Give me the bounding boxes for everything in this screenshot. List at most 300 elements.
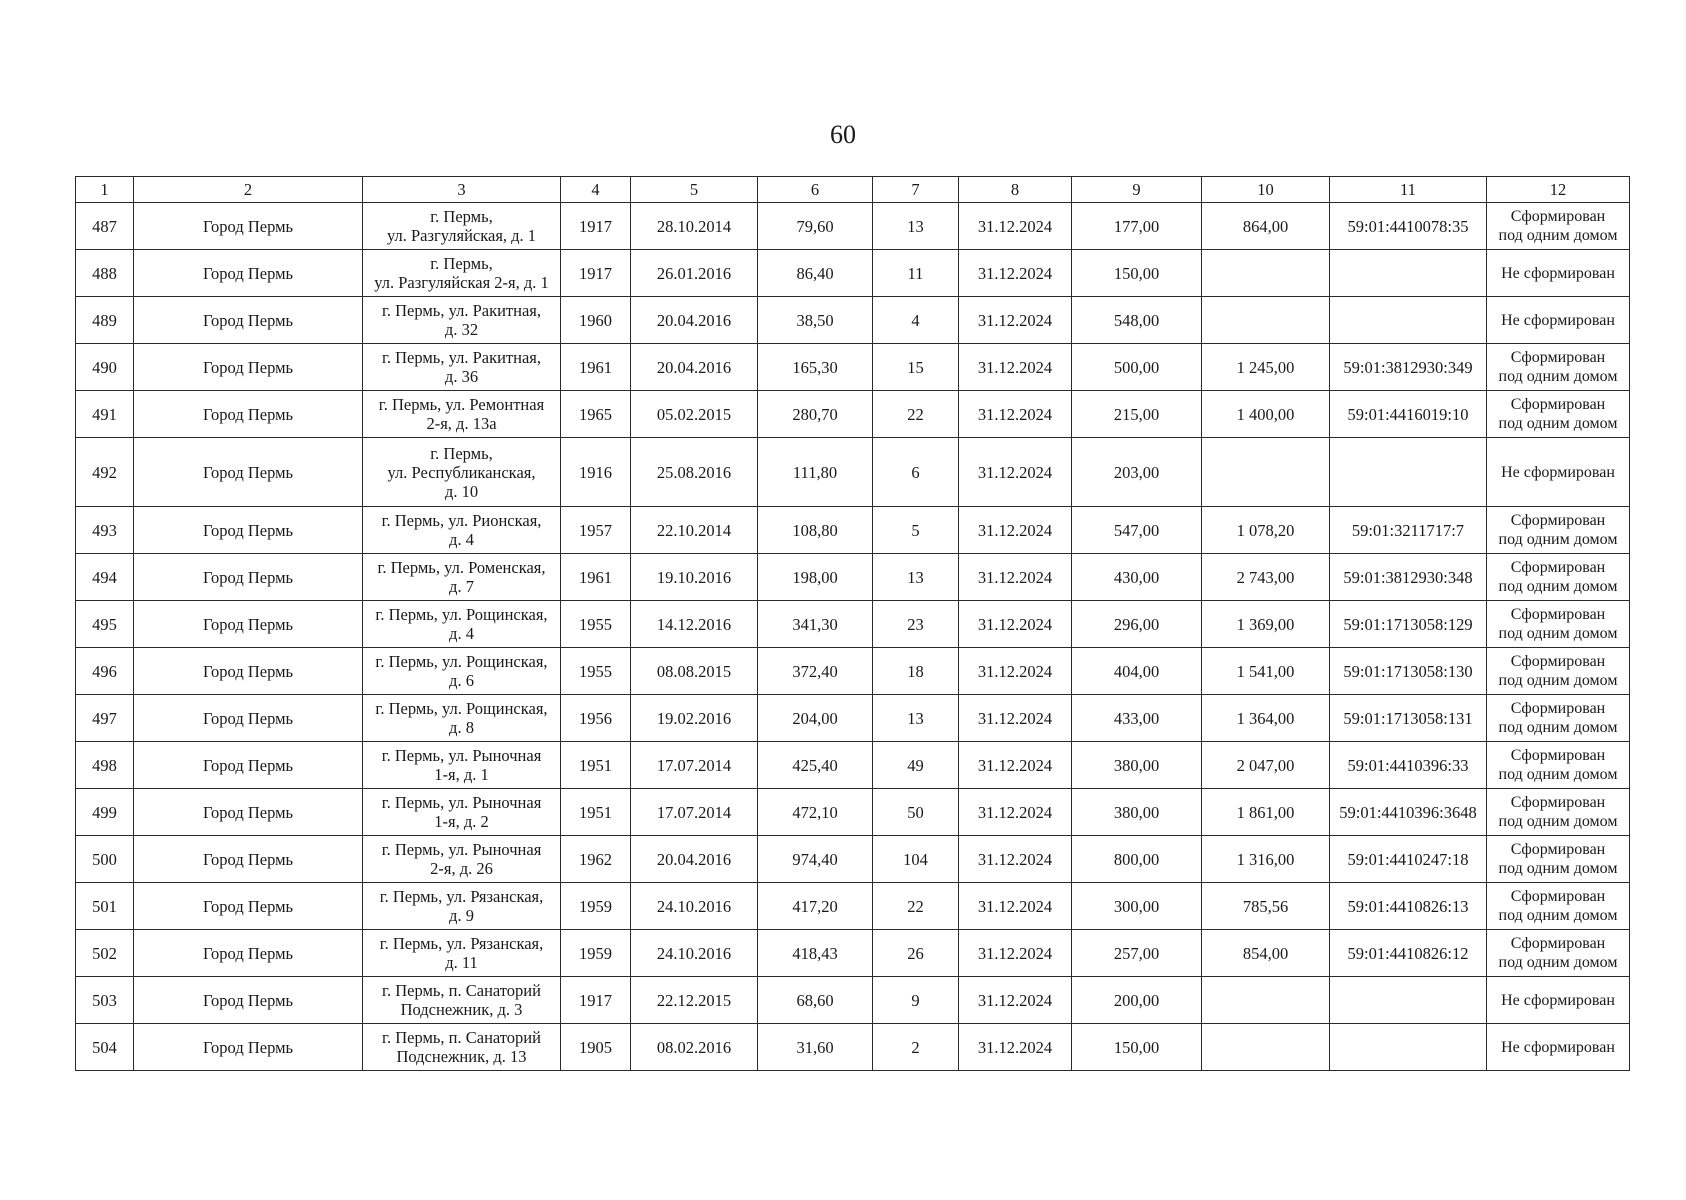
status-line: Не сформирован bbox=[1501, 311, 1615, 329]
deadline-cell: 31.12.2024 bbox=[959, 203, 1072, 250]
area-cell: 341,30 bbox=[758, 601, 873, 648]
column-header: 3 bbox=[363, 177, 561, 203]
address-cell bbox=[363, 883, 561, 930]
year-built-cell: 1955 bbox=[561, 601, 631, 648]
area-cell: 165,30 bbox=[758, 344, 873, 391]
cost-cell: 433,00 bbox=[1072, 695, 1202, 742]
date-cell: 08.02.2016 bbox=[631, 1024, 758, 1071]
area-cell: 204,00 bbox=[758, 695, 873, 742]
year-built-cell: 1962 bbox=[561, 836, 631, 883]
land-area-cell: 1 364,00 bbox=[1202, 695, 1330, 742]
year-built-cell: 1905 bbox=[561, 1024, 631, 1071]
status-line: Не сформирован bbox=[1501, 463, 1615, 481]
land-status-cell bbox=[1487, 836, 1630, 883]
address-line: 1-я, д. 1 bbox=[434, 765, 489, 784]
deadline-cell: 31.12.2024 bbox=[959, 344, 1072, 391]
deadline-cell: 31.12.2024 bbox=[959, 391, 1072, 438]
deadline-cell: 31.12.2024 bbox=[959, 836, 1072, 883]
year-built-cell: 1916 bbox=[561, 438, 631, 507]
address-line: д. 4 bbox=[449, 624, 474, 643]
address-cell bbox=[363, 742, 561, 789]
status-line: Не сформирован bbox=[1501, 991, 1615, 1009]
deadline-cell: 31.12.2024 bbox=[959, 695, 1072, 742]
deadline-cell: 31.12.2024 bbox=[959, 507, 1072, 554]
address-cell bbox=[363, 203, 561, 250]
address-line: г. Пермь, ул. Рионская, bbox=[381, 511, 542, 530]
cost-cell: 548,00 bbox=[1072, 297, 1202, 344]
table-row bbox=[76, 648, 1630, 695]
status-line: Сформирован bbox=[1510, 794, 1606, 811]
table-row bbox=[76, 1024, 1630, 1071]
header-row bbox=[76, 177, 1630, 203]
land-area-cell: 1 400,00 bbox=[1202, 391, 1330, 438]
row-number-cell: 498 bbox=[76, 742, 134, 789]
date-cell: 20.04.2016 bbox=[631, 297, 758, 344]
date-cell: 24.10.2016 bbox=[631, 883, 758, 930]
deadline-cell: 31.12.2024 bbox=[959, 930, 1072, 977]
land-area-cell bbox=[1202, 297, 1330, 344]
address-cell bbox=[363, 391, 561, 438]
address-cell bbox=[363, 250, 561, 297]
address-line: г. Пермь, ул. Рыночная bbox=[381, 840, 542, 859]
residents-cell: 50 bbox=[873, 789, 959, 836]
row-number-cell: 488 bbox=[76, 250, 134, 297]
status-line: Сформирован bbox=[1510, 700, 1606, 717]
area-cell: 108,80 bbox=[758, 507, 873, 554]
municipality-cell: Город Пермь bbox=[134, 554, 363, 601]
address-line: г. Пермь, ул. Рощинская, bbox=[375, 605, 548, 624]
area-cell: 111,80 bbox=[758, 438, 873, 507]
address-cell bbox=[363, 977, 561, 1024]
row-number-cell: 503 bbox=[76, 977, 134, 1024]
status-line: Сформирован bbox=[1510, 888, 1606, 905]
table-row bbox=[76, 742, 1630, 789]
status-line: под одним домом bbox=[1498, 672, 1618, 689]
date-cell: 24.10.2016 bbox=[631, 930, 758, 977]
address-cell bbox=[363, 297, 561, 344]
year-built-cell: 1951 bbox=[561, 742, 631, 789]
table-row bbox=[76, 836, 1630, 883]
cadastral-number-cell bbox=[1330, 250, 1487, 297]
land-status-cell bbox=[1487, 695, 1630, 742]
cost-cell: 296,00 bbox=[1072, 601, 1202, 648]
land-status-cell bbox=[1487, 789, 1630, 836]
status-line: Сформирован bbox=[1510, 653, 1606, 670]
date-cell: 20.04.2016 bbox=[631, 836, 758, 883]
row-number-cell: 504 bbox=[76, 1024, 134, 1071]
date-cell: 19.10.2016 bbox=[631, 554, 758, 601]
area-cell: 79,60 bbox=[758, 203, 873, 250]
land-area-cell bbox=[1202, 977, 1330, 1024]
status-line: Сформирован bbox=[1510, 841, 1606, 858]
cadastral-number-cell bbox=[1330, 977, 1487, 1024]
residents-cell: 5 bbox=[873, 507, 959, 554]
address-line: г. Пермь, ул. Рощинская, bbox=[375, 652, 548, 671]
status-line: под одним домом bbox=[1498, 813, 1618, 830]
cost-cell: 380,00 bbox=[1072, 742, 1202, 789]
table-row bbox=[76, 297, 1630, 344]
deadline-cell: 31.12.2024 bbox=[959, 438, 1072, 507]
address-line: г. Пермь, ул. Рязанская, bbox=[379, 887, 544, 906]
address-cell bbox=[363, 1024, 561, 1071]
status-line: под одним домом bbox=[1498, 766, 1618, 783]
residents-cell: 4 bbox=[873, 297, 959, 344]
deadline-cell: 31.12.2024 bbox=[959, 789, 1072, 836]
municipality-cell: Город Пермь bbox=[134, 203, 363, 250]
address-line: г. Пермь, ул. Рыночная bbox=[381, 793, 542, 812]
address-line: Подснежник, д. 13 bbox=[396, 1047, 527, 1066]
address-cell bbox=[363, 789, 561, 836]
year-built-cell: 1959 bbox=[561, 930, 631, 977]
status-line: Не сформирован bbox=[1501, 1038, 1615, 1056]
address-line: ул. Разгуляйская, д. 1 bbox=[386, 226, 537, 245]
residents-cell: 49 bbox=[873, 742, 959, 789]
land-area-cell: 1 541,00 bbox=[1202, 648, 1330, 695]
row-number-cell: 487 bbox=[76, 203, 134, 250]
cadastral-number-cell: 59:01:1713058:129 bbox=[1330, 601, 1487, 648]
column-header: 9 bbox=[1072, 177, 1202, 203]
column-header: 11 bbox=[1330, 177, 1487, 203]
residents-cell: 15 bbox=[873, 344, 959, 391]
page-number: 60 bbox=[830, 120, 856, 149]
address-line: г. Пермь, п. Санаторий bbox=[382, 981, 541, 1000]
housing-registry-table bbox=[75, 176, 1630, 1071]
status-line: под одним домом bbox=[1498, 227, 1618, 244]
address-line: ул. Разгуляйская 2-я, д. 1 bbox=[374, 273, 549, 292]
date-cell: 19.02.2016 bbox=[631, 695, 758, 742]
address-cell bbox=[363, 507, 561, 554]
municipality-cell: Город Пермь bbox=[134, 1024, 363, 1071]
row-number-cell: 490 bbox=[76, 344, 134, 391]
address-line: д. 8 bbox=[449, 718, 474, 737]
status-line: под одним домом bbox=[1498, 578, 1618, 595]
date-cell: 26.01.2016 bbox=[631, 250, 758, 297]
cost-cell: 150,00 bbox=[1072, 250, 1202, 297]
cost-cell: 257,00 bbox=[1072, 930, 1202, 977]
area-cell: 38,50 bbox=[758, 297, 873, 344]
status-line: Не сформирован bbox=[1501, 264, 1615, 282]
row-number-cell: 497 bbox=[76, 695, 134, 742]
cost-cell: 150,00 bbox=[1072, 1024, 1202, 1071]
residents-cell: 2 bbox=[873, 1024, 959, 1071]
municipality-cell: Город Пермь bbox=[134, 648, 363, 695]
land-area-cell bbox=[1202, 438, 1330, 507]
status-line: Сформирован bbox=[1510, 559, 1606, 576]
land-area-cell: 1 861,00 bbox=[1202, 789, 1330, 836]
address-line: д. 4 bbox=[449, 530, 474, 549]
column-header: 8 bbox=[959, 177, 1072, 203]
municipality-cell: Город Пермь bbox=[134, 977, 363, 1024]
address-line: ул. Республиканская, bbox=[387, 462, 536, 482]
status-line: Сформирован bbox=[1510, 606, 1606, 623]
cost-cell: 203,00 bbox=[1072, 438, 1202, 507]
address-line: д. 7 bbox=[449, 577, 474, 596]
land-area-cell: 1 369,00 bbox=[1202, 601, 1330, 648]
address-line: г. Пермь, ул. Рыночная bbox=[381, 746, 542, 765]
year-built-cell: 1951 bbox=[561, 789, 631, 836]
address-cell bbox=[363, 601, 561, 648]
residents-cell: 18 bbox=[873, 648, 959, 695]
area-cell: 68,60 bbox=[758, 977, 873, 1024]
land-status-cell bbox=[1487, 554, 1630, 601]
column-header: 2 bbox=[134, 177, 363, 203]
cadastral-number-cell: 59:01:4410396:33 bbox=[1330, 742, 1487, 789]
address-cell bbox=[363, 344, 561, 391]
year-built-cell: 1917 bbox=[561, 250, 631, 297]
cadastral-number-cell bbox=[1330, 297, 1487, 344]
status-line: Сформирован bbox=[1510, 208, 1606, 225]
row-number-cell: 502 bbox=[76, 930, 134, 977]
cadastral-number-cell: 59:01:4410078:35 bbox=[1330, 203, 1487, 250]
address-line: г. Пермь, bbox=[430, 443, 493, 463]
cost-cell: 200,00 bbox=[1072, 977, 1202, 1024]
date-cell: 08.08.2015 bbox=[631, 648, 758, 695]
status-line: под одним домом bbox=[1498, 415, 1618, 432]
cadastral-number-cell: 59:01:3812930:348 bbox=[1330, 554, 1487, 601]
date-cell: 14.12.2016 bbox=[631, 601, 758, 648]
year-built-cell: 1917 bbox=[561, 977, 631, 1024]
column-header: 5 bbox=[631, 177, 758, 203]
table-row bbox=[76, 930, 1630, 977]
table-row bbox=[76, 695, 1630, 742]
address-line: д. 9 bbox=[449, 906, 474, 925]
table-row bbox=[76, 250, 1630, 297]
municipality-cell: Город Пермь bbox=[134, 742, 363, 789]
cadastral-number-cell: 59:01:3812930:349 bbox=[1330, 344, 1487, 391]
address-cell bbox=[363, 930, 561, 977]
area-cell: 86,40 bbox=[758, 250, 873, 297]
cadastral-number-cell bbox=[1330, 1024, 1487, 1071]
column-header: 1 bbox=[76, 177, 134, 203]
cost-cell: 177,00 bbox=[1072, 203, 1202, 250]
status-line: Сформирован bbox=[1510, 512, 1606, 529]
address-line: д. 11 bbox=[445, 953, 478, 972]
cost-cell: 547,00 bbox=[1072, 507, 1202, 554]
land-status-cell bbox=[1487, 742, 1630, 789]
land-status-cell bbox=[1487, 391, 1630, 438]
residents-cell: 9 bbox=[873, 977, 959, 1024]
address-line: 2-я, д. 26 bbox=[430, 859, 493, 878]
table-row bbox=[76, 438, 1630, 507]
year-built-cell: 1961 bbox=[561, 344, 631, 391]
deadline-cell: 31.12.2024 bbox=[959, 250, 1072, 297]
status-line: под одним домом bbox=[1498, 625, 1618, 642]
date-cell: 28.10.2014 bbox=[631, 203, 758, 250]
address-line: г. Пермь, ул. Рощинская, bbox=[375, 699, 548, 718]
land-status-cell bbox=[1487, 203, 1630, 250]
address-line: г. Пермь, ул. Ракитная, bbox=[381, 348, 542, 367]
address-line: г. Пермь, bbox=[430, 207, 493, 226]
status-line: под одним домом bbox=[1498, 954, 1618, 971]
year-built-cell: 1917 bbox=[561, 203, 631, 250]
deadline-cell: 31.12.2024 bbox=[959, 1024, 1072, 1071]
municipality-cell: Город Пермь bbox=[134, 438, 363, 507]
residents-cell: 6 bbox=[873, 438, 959, 507]
date-cell: 20.04.2016 bbox=[631, 344, 758, 391]
cadastral-number-cell: 59:01:4410247:18 bbox=[1330, 836, 1487, 883]
row-number-cell: 495 bbox=[76, 601, 134, 648]
area-cell: 417,20 bbox=[758, 883, 873, 930]
land-status-cell bbox=[1487, 438, 1630, 507]
cost-cell: 380,00 bbox=[1072, 789, 1202, 836]
residents-cell: 13 bbox=[873, 695, 959, 742]
land-status-cell bbox=[1487, 930, 1630, 977]
address-line: д. 36 bbox=[444, 367, 479, 386]
row-number-cell: 493 bbox=[76, 507, 134, 554]
area-cell: 418,43 bbox=[758, 930, 873, 977]
municipality-cell: Город Пермь bbox=[134, 930, 363, 977]
land-status-cell bbox=[1487, 297, 1630, 344]
row-number-cell: 496 bbox=[76, 648, 134, 695]
cost-cell: 500,00 bbox=[1072, 344, 1202, 391]
status-line: под одним домом bbox=[1498, 907, 1618, 924]
cadastral-number-cell: 59:01:1713058:130 bbox=[1330, 648, 1487, 695]
date-cell: 25.08.2016 bbox=[631, 438, 758, 507]
cost-cell: 215,00 bbox=[1072, 391, 1202, 438]
year-built-cell: 1959 bbox=[561, 883, 631, 930]
land-area-cell bbox=[1202, 250, 1330, 297]
residents-cell: 11 bbox=[873, 250, 959, 297]
year-built-cell: 1956 bbox=[561, 695, 631, 742]
address-line: г. Пермь, п. Санаторий bbox=[382, 1028, 541, 1047]
table-row bbox=[76, 344, 1630, 391]
address-cell bbox=[363, 695, 561, 742]
address-line: г. Пермь, bbox=[430, 254, 493, 273]
table-row bbox=[76, 789, 1630, 836]
table-row bbox=[76, 391, 1630, 438]
status-line: Сформирован bbox=[1510, 349, 1606, 366]
land-area-cell: 864,00 bbox=[1202, 203, 1330, 250]
address-line: г. Пермь, ул. Ракитная, bbox=[381, 301, 542, 320]
deadline-cell: 31.12.2024 bbox=[959, 601, 1072, 648]
column-header: 4 bbox=[561, 177, 631, 203]
table-row bbox=[76, 203, 1630, 250]
cost-cell: 404,00 bbox=[1072, 648, 1202, 695]
land-status-cell bbox=[1487, 648, 1630, 695]
area-cell: 198,00 bbox=[758, 554, 873, 601]
deadline-cell: 31.12.2024 bbox=[959, 883, 1072, 930]
land-area-cell: 854,00 bbox=[1202, 930, 1330, 977]
municipality-cell: Город Пермь bbox=[134, 507, 363, 554]
row-number-cell: 491 bbox=[76, 391, 134, 438]
land-status-cell bbox=[1487, 250, 1630, 297]
land-area-cell: 1 245,00 bbox=[1202, 344, 1330, 391]
land-area-cell bbox=[1202, 1024, 1330, 1071]
address-line: г. Пермь, ул. Рязанская, bbox=[379, 934, 544, 953]
municipality-cell: Город Пермь bbox=[134, 391, 363, 438]
status-line: Сформирован bbox=[1510, 935, 1606, 952]
table-row bbox=[76, 883, 1630, 930]
row-number-cell: 500 bbox=[76, 836, 134, 883]
status-line: Сформирован bbox=[1510, 747, 1606, 764]
column-header: 6 bbox=[758, 177, 873, 203]
land-status-cell bbox=[1487, 601, 1630, 648]
land-status-cell bbox=[1487, 344, 1630, 391]
date-cell: 17.07.2014 bbox=[631, 742, 758, 789]
municipality-cell: Город Пермь bbox=[134, 344, 363, 391]
column-header: 10 bbox=[1202, 177, 1330, 203]
address-line: г. Пермь, ул. Ремонтная bbox=[378, 395, 545, 414]
area-cell: 280,70 bbox=[758, 391, 873, 438]
year-built-cell: 1961 bbox=[561, 554, 631, 601]
cadastral-number-cell: 59:01:4410396:3648 bbox=[1330, 789, 1487, 836]
year-built-cell: 1965 bbox=[561, 391, 631, 438]
cadastral-number-cell: 59:01:1713058:131 bbox=[1330, 695, 1487, 742]
deadline-cell: 31.12.2024 bbox=[959, 742, 1072, 789]
municipality-cell: Город Пермь bbox=[134, 601, 363, 648]
cost-cell: 430,00 bbox=[1072, 554, 1202, 601]
cadastral-number-cell: 59:01:4416019:10 bbox=[1330, 391, 1487, 438]
cost-cell: 800,00 bbox=[1072, 836, 1202, 883]
status-line: под одним домом bbox=[1498, 368, 1618, 385]
table-body bbox=[76, 203, 1630, 1071]
status-line: Сформирован bbox=[1510, 396, 1606, 413]
deadline-cell: 31.12.2024 bbox=[959, 977, 1072, 1024]
date-cell: 05.02.2015 bbox=[631, 391, 758, 438]
row-number-cell: 501 bbox=[76, 883, 134, 930]
table-row bbox=[76, 977, 1630, 1024]
land-status-cell bbox=[1487, 507, 1630, 554]
row-number-cell: 494 bbox=[76, 554, 134, 601]
deadline-cell: 31.12.2024 bbox=[959, 648, 1072, 695]
table-row bbox=[76, 554, 1630, 601]
land-area-cell: 1 316,00 bbox=[1202, 836, 1330, 883]
residents-cell: 104 bbox=[873, 836, 959, 883]
cadastral-number-cell: 59:01:4410826:12 bbox=[1330, 930, 1487, 977]
date-cell: 22.12.2015 bbox=[631, 977, 758, 1024]
residents-cell: 22 bbox=[873, 883, 959, 930]
status-line: под одним домом bbox=[1498, 860, 1618, 877]
address-cell bbox=[363, 648, 561, 695]
land-area-cell: 2 743,00 bbox=[1202, 554, 1330, 601]
cost-cell: 300,00 bbox=[1072, 883, 1202, 930]
municipality-cell: Город Пермь bbox=[134, 789, 363, 836]
date-cell: 17.07.2014 bbox=[631, 789, 758, 836]
column-header: 7 bbox=[873, 177, 959, 203]
year-built-cell: 1960 bbox=[561, 297, 631, 344]
address-line: 2-я, д. 13а bbox=[426, 414, 497, 433]
year-built-cell: 1957 bbox=[561, 507, 631, 554]
address-line: г. Пермь, ул. Роменская, bbox=[377, 558, 546, 577]
residents-cell: 23 bbox=[873, 601, 959, 648]
deadline-cell: 31.12.2024 bbox=[959, 554, 1072, 601]
year-built-cell: 1955 bbox=[561, 648, 631, 695]
municipality-cell: Город Пермь bbox=[134, 297, 363, 344]
land-status-cell bbox=[1487, 1024, 1630, 1071]
address-cell bbox=[363, 438, 561, 507]
land-area-cell: 1 078,20 bbox=[1202, 507, 1330, 554]
land-status-cell bbox=[1487, 883, 1630, 930]
municipality-cell: Город Пермь bbox=[134, 836, 363, 883]
address-line: 1-я, д. 2 bbox=[434, 812, 489, 831]
area-cell: 974,40 bbox=[758, 836, 873, 883]
municipality-cell: Город Пермь bbox=[134, 250, 363, 297]
row-number-cell: 492 bbox=[76, 438, 134, 507]
status-line: под одним домом bbox=[1498, 531, 1618, 548]
table-row bbox=[76, 507, 1630, 554]
area-cell: 425,40 bbox=[758, 742, 873, 789]
municipality-cell: Город Пермь bbox=[134, 883, 363, 930]
residents-cell: 26 bbox=[873, 930, 959, 977]
row-number-cell: 499 bbox=[76, 789, 134, 836]
land-status-cell bbox=[1487, 977, 1630, 1024]
address-line: д. 6 bbox=[449, 671, 474, 690]
cadastral-number-cell: 59:01:4410826:13 bbox=[1330, 883, 1487, 930]
area-cell: 31,60 bbox=[758, 1024, 873, 1071]
table-row bbox=[76, 601, 1630, 648]
address-cell bbox=[363, 554, 561, 601]
status-line: под одним домом bbox=[1498, 719, 1618, 736]
